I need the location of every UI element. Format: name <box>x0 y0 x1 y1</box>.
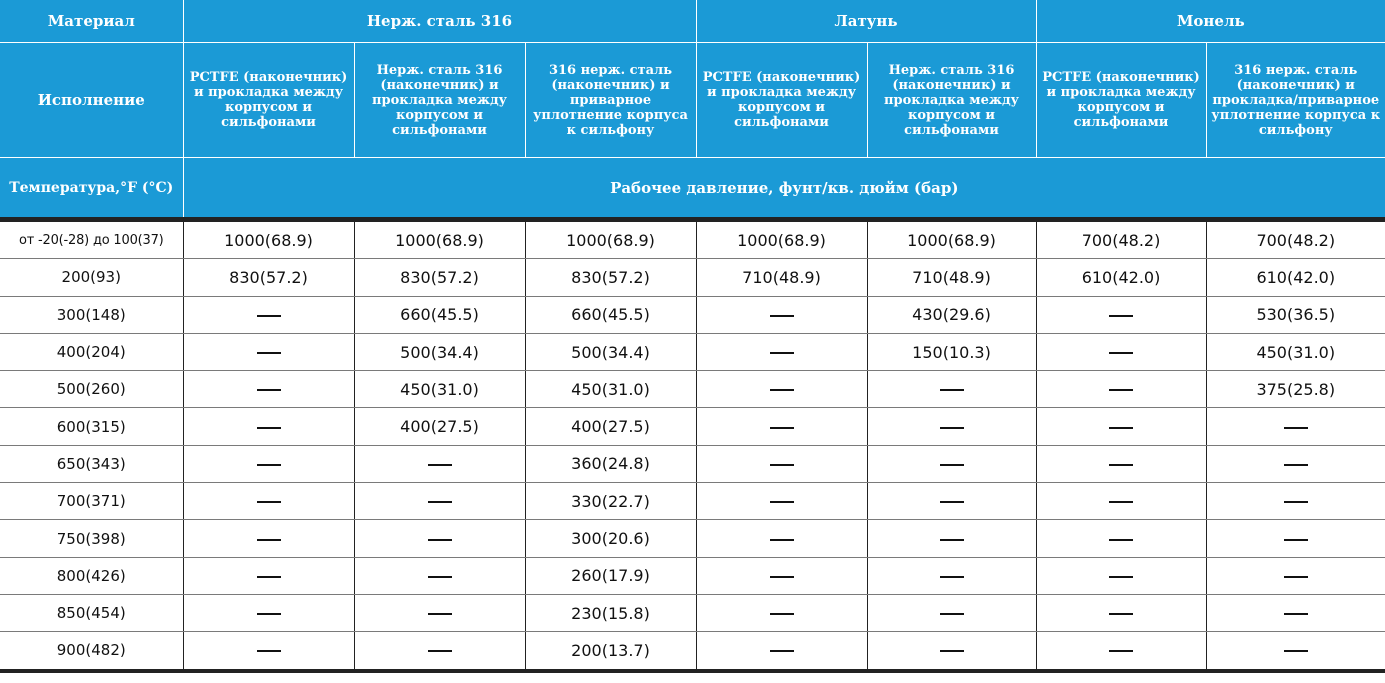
empty-cell <box>354 520 525 557</box>
dash-icon <box>1109 315 1133 317</box>
empty-cell <box>183 445 354 482</box>
material-ss316: Нерж. сталь 316 <box>183 0 696 43</box>
pressure-cell: 360(24.8) <box>525 445 696 482</box>
empty-cell <box>696 557 867 594</box>
empty-cell <box>867 445 1036 482</box>
empty-cell <box>1036 557 1206 594</box>
pressure-cell: 400(27.5) <box>525 408 696 445</box>
empty-cell <box>354 632 525 671</box>
material-brass: Латунь <box>696 0 1036 43</box>
dash-icon <box>940 501 964 503</box>
execution-header: PCTFE (наконечник) и прокладка между корпусом и сильфонами <box>696 43 867 158</box>
table-row <box>0 594 1385 631</box>
table-row <box>0 445 1385 482</box>
empty-cell <box>867 632 1036 671</box>
empty-cell <box>1036 632 1206 671</box>
empty-cell <box>696 483 867 520</box>
dash-icon <box>428 613 452 615</box>
dash-icon <box>940 650 964 652</box>
dash-icon <box>257 501 281 503</box>
execution-header: PCTFE (наконечник) и прокладка между корпусом и сильфонами <box>1036 43 1206 158</box>
empty-cell <box>354 445 525 482</box>
dash-icon <box>1284 501 1308 503</box>
pressure-cell: 150(10.3) <box>867 333 1036 370</box>
dash-icon <box>257 464 281 466</box>
table-row <box>0 296 1385 333</box>
dash-icon <box>1109 352 1133 354</box>
table-row <box>0 259 1385 296</box>
pressure-cell: 830(57.2) <box>525 259 696 296</box>
empty-cell <box>867 371 1036 408</box>
dash-icon <box>770 539 794 541</box>
table-row <box>0 371 1385 408</box>
empty-cell <box>696 296 867 333</box>
pressure-cell: 450(31.0) <box>354 371 525 408</box>
execution-header: 316 нерж. сталь (наконечник) и приварное уплотнение корпуса к сильфону <box>525 43 696 158</box>
empty-cell <box>1036 520 1206 557</box>
pressure-cell: 660(45.5) <box>354 296 525 333</box>
table-row <box>0 408 1385 445</box>
empty-cell <box>1036 408 1206 445</box>
execution-header: PCTFE (наконечник) и прокладка между корпусом и сильфонами <box>183 43 354 158</box>
pressure-cell: 830(57.2) <box>354 259 525 296</box>
dash-icon <box>257 389 281 391</box>
empty-cell <box>1036 371 1206 408</box>
temperature-cell: от -20(-28) до 100(37) <box>0 220 183 259</box>
temperature-cell: 650(343) <box>0 445 183 482</box>
empty-cell <box>183 632 354 671</box>
empty-cell <box>696 408 867 445</box>
dash-icon <box>428 576 452 578</box>
temperature-cell: 400(204) <box>0 333 183 370</box>
units-header-row <box>0 158 1385 220</box>
execution-header-row <box>0 43 1385 158</box>
temperature-cell: 800(426) <box>0 557 183 594</box>
dash-icon <box>1284 613 1308 615</box>
empty-cell <box>1036 296 1206 333</box>
pressure-cell: 700(48.2) <box>1036 220 1206 259</box>
pressure-cell: 450(31.0) <box>525 371 696 408</box>
dash-icon <box>257 613 281 615</box>
execution-header: Нерж. сталь 316 (наконечник) и прокладка между корпусом и сильфонами <box>354 43 525 158</box>
empty-cell <box>867 594 1036 631</box>
execution-header: 316 нерж. сталь (наконечник) и прокладка/приварное уплотнение корпуса к сильфону <box>1206 43 1385 158</box>
dash-icon <box>770 650 794 652</box>
empty-cell <box>183 594 354 631</box>
empty-cell <box>1206 408 1385 445</box>
dash-icon <box>1109 389 1133 391</box>
empty-cell <box>1036 445 1206 482</box>
empty-cell <box>183 557 354 594</box>
dash-icon <box>257 576 281 578</box>
dash-icon <box>940 464 964 466</box>
empty-cell <box>1036 333 1206 370</box>
pressure-label: Рабочее давление, фунт/кв. дюйм (бар) <box>183 158 1385 220</box>
pressure-cell: 660(45.5) <box>525 296 696 333</box>
pressure-cell: 230(15.8) <box>525 594 696 631</box>
empty-cell <box>1036 483 1206 520</box>
pressure-cell: 830(57.2) <box>183 259 354 296</box>
dash-icon <box>1284 539 1308 541</box>
pressure-cell: 260(17.9) <box>525 557 696 594</box>
pressure-cell: 530(36.5) <box>1206 296 1385 333</box>
pressure-cell: 300(20.6) <box>525 520 696 557</box>
dash-icon <box>940 576 964 578</box>
empty-cell <box>1206 557 1385 594</box>
pressure-cell: 710(48.9) <box>696 259 867 296</box>
pressure-cell: 375(25.8) <box>1206 371 1385 408</box>
pressure-cell: 710(48.9) <box>867 259 1036 296</box>
execution-header: Нерж. сталь 316 (наконечник) и прокладка между корпусом и сильфонами <box>867 43 1036 158</box>
dash-icon <box>257 315 281 317</box>
pressure-cell: 330(22.7) <box>525 483 696 520</box>
empty-cell <box>696 371 867 408</box>
temperature-cell: 600(315) <box>0 408 183 445</box>
table-body <box>0 220 1385 671</box>
empty-cell <box>183 483 354 520</box>
pressure-cell: 400(27.5) <box>354 408 525 445</box>
dash-icon <box>1109 539 1133 541</box>
temperature-cell: 850(454) <box>0 594 183 631</box>
temperature-label: Температура,°F (°C) <box>0 158 183 220</box>
pressure-cell: 430(29.6) <box>867 296 1036 333</box>
material-monel: Монель <box>1036 0 1385 43</box>
table-row <box>0 520 1385 557</box>
pressure-cell: 450(31.0) <box>1206 333 1385 370</box>
dash-icon <box>257 427 281 429</box>
empty-cell <box>1206 632 1385 671</box>
empty-cell <box>354 483 525 520</box>
temperature-cell: 500(260) <box>0 371 183 408</box>
pressure-cell: 500(34.4) <box>525 333 696 370</box>
pressure-cell: 1000(68.9) <box>696 220 867 259</box>
empty-cell <box>696 632 867 671</box>
dash-icon <box>940 539 964 541</box>
dash-icon <box>1109 576 1133 578</box>
pressure-cell: 1000(68.9) <box>183 220 354 259</box>
dash-icon <box>1109 501 1133 503</box>
temperature-cell: 750(398) <box>0 520 183 557</box>
temperature-cell: 300(148) <box>0 296 183 333</box>
empty-cell <box>354 557 525 594</box>
dash-icon <box>770 427 794 429</box>
dash-icon <box>1284 576 1308 578</box>
dash-icon <box>940 613 964 615</box>
dash-icon <box>428 539 452 541</box>
empty-cell <box>183 371 354 408</box>
table-row <box>0 557 1385 594</box>
pressure-cell: 1000(68.9) <box>354 220 525 259</box>
dash-icon <box>257 352 281 354</box>
dash-icon <box>428 464 452 466</box>
temperature-cell: 700(371) <box>0 483 183 520</box>
table-row <box>0 333 1385 370</box>
dash-icon <box>770 352 794 354</box>
empty-cell <box>867 520 1036 557</box>
table-header <box>0 0 1385 220</box>
dash-icon <box>770 576 794 578</box>
dash-icon <box>770 464 794 466</box>
dash-icon <box>1284 464 1308 466</box>
empty-cell <box>1206 483 1385 520</box>
dash-icon <box>1109 464 1133 466</box>
dash-icon <box>940 389 964 391</box>
table-row <box>0 220 1385 259</box>
material-header-row <box>0 0 1385 43</box>
empty-cell <box>183 408 354 445</box>
empty-cell <box>1206 520 1385 557</box>
dash-icon <box>770 315 794 317</box>
dash-icon <box>1284 427 1308 429</box>
empty-cell <box>1206 445 1385 482</box>
empty-cell <box>867 408 1036 445</box>
pressure-cell: 1000(68.9) <box>867 220 1036 259</box>
pressure-cell: 610(42.0) <box>1036 259 1206 296</box>
pressure-cell: 200(13.7) <box>525 632 696 671</box>
empty-cell <box>183 520 354 557</box>
temperature-cell: 900(482) <box>0 632 183 671</box>
dash-icon <box>1109 613 1133 615</box>
pressure-cell: 1000(68.9) <box>525 220 696 259</box>
dash-icon <box>1109 427 1133 429</box>
dash-icon <box>770 389 794 391</box>
dash-icon <box>257 539 281 541</box>
pressure-cell: 700(48.2) <box>1206 220 1385 259</box>
table-row <box>0 483 1385 520</box>
empty-cell <box>1206 594 1385 631</box>
dash-icon <box>428 650 452 652</box>
dash-icon <box>1284 650 1308 652</box>
empty-cell <box>696 445 867 482</box>
empty-cell <box>867 483 1036 520</box>
empty-cell <box>183 296 354 333</box>
dash-icon <box>770 613 794 615</box>
material-label: Материал <box>0 0 183 43</box>
dash-icon <box>770 501 794 503</box>
empty-cell <box>1036 594 1206 631</box>
empty-cell <box>354 594 525 631</box>
empty-cell <box>696 594 867 631</box>
temperature-cell: 200(93) <box>0 259 183 296</box>
dash-icon <box>428 501 452 503</box>
dash-icon <box>1109 650 1133 652</box>
empty-cell <box>696 333 867 370</box>
dash-icon <box>257 650 281 652</box>
empty-cell <box>696 520 867 557</box>
pressure-cell: 610(42.0) <box>1206 259 1385 296</box>
empty-cell <box>867 557 1036 594</box>
dash-icon <box>940 427 964 429</box>
table-row <box>0 632 1385 671</box>
empty-cell <box>183 333 354 370</box>
pressure-cell: 500(34.4) <box>354 333 525 370</box>
execution-label: Исполнение <box>0 43 183 158</box>
